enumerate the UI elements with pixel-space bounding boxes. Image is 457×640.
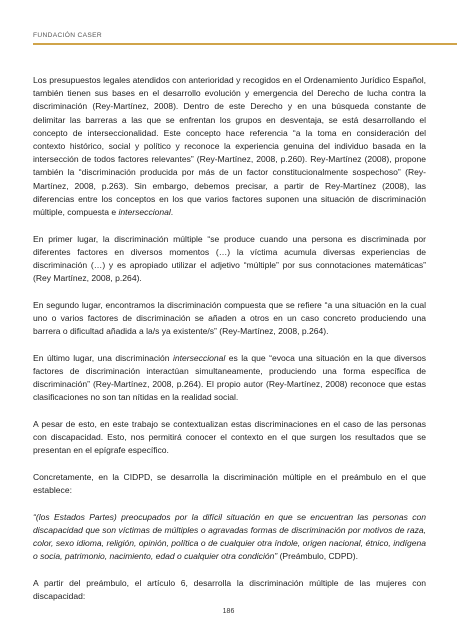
italic-text: “(los Estados Partes) preocupados por la difícil situación en que se encuentran las personas con discapacidad que son víctimas de múltiples o agravadas formas de discriminación por motivos de raza, color, sexo idioma, religión, opinión, política o de cualquier otra índole, origen nacional, étnico, indígena o socia, patrimonio, nacimiento, edad o cualquier otra condición” bbox=[33, 511, 426, 562]
paragraph bbox=[33, 233, 426, 286]
quote-paragraph bbox=[33, 511, 426, 564]
text-segment: En primer lugar, la discriminación múltiple “se produce cuando una persona es discriminada por diferentes factores en diversos momentos (…) la víctima acumula diversas experiencias de discriminación (…) y es apropiado utilizar el adjetivo “múltiple” por sus connotaciones matemáticas” (Rey Martínez, 2008, p.264). bbox=[33, 233, 426, 284]
text-segment: En último lugar, una discriminación bbox=[33, 352, 174, 363]
header-label: FUNDACIÓN CASER bbox=[33, 32, 102, 39]
text-segment: Concretamente, en la CIDPD, se desarrolla la discriminación múltiple en el preámbulo en el que establece: bbox=[33, 472, 426, 496]
page-header bbox=[0, 0, 457, 46]
body-text bbox=[33, 74, 426, 617]
paragraph bbox=[33, 299, 426, 339]
text-segment: es la que “evoca una situación en la que diversos factores de discriminación interactúan simultaneamente, produciendo una forma específica de discriminación” (Rey-Martínez, 2008, p.264). El propio autor (Rey-Martínez, 2008) reconoce que estas clasificaciones no son tan nítidas en la realidad social. bbox=[33, 352, 426, 403]
header-rule bbox=[33, 43, 457, 45]
text-segment: A partir del preámbulo, el artículo 6, desarrolla la discriminación múltiple de las mujeres con discapacidad: bbox=[33, 578, 426, 602]
paragraph bbox=[33, 471, 426, 497]
page-number: 186 bbox=[222, 608, 235, 615]
paragraph bbox=[33, 577, 426, 603]
paragraph bbox=[33, 74, 426, 219]
italic-text: interseccional bbox=[118, 207, 171, 218]
text-segment: . bbox=[170, 207, 174, 218]
paragraph bbox=[33, 418, 426, 458]
paragraph bbox=[33, 352, 426, 405]
text-segment: (Preámbulo, CDPD). bbox=[277, 551, 358, 562]
italic-text: interseccional bbox=[173, 352, 226, 363]
text-segment: A pesar de esto, en este trabajo se contextualizan estas discriminaciones en el caso de las personas con discapacidad. Esto, nos permitirá conocer el contexto en el que surgen los resultados que se presentan en el epígrafe específico. bbox=[33, 419, 426, 456]
text-segment: Los presupuestos legales atendidos con anterioridad y recogidos en el Ordenamiento Jurídico Español, también tienen sus bases en el desarrollo evolución y emergencia del Derecho de lucha contra la discriminación (Rey-Martínez, 2008). Dentro de este Derecho y en una búsqueda constante de delimitar las barreras a las que se enfrentan los grupos en desventaja, se está desarrollando el concepto de interseccionalidad. Este concepto hace referencia “a la toma en consideración del contexto histórico, social y político y reconoce la experiencia genuina del individuo basada en la intersección de todos factores relevantes” (Rey-Martínez, 2008, p.260). Rey-Martínez (2008), propone también la “discriminación producida por más de un factor constitucionalmente sospechoso” (Rey-Martínez, 2008, p.263). Sin embargo, debemos precisar, a partir de Rey-Martínez (2008), las diferencias entre los conceptos en los que varios factores suponen una situación de discriminación múltiple, compuesta e bbox=[33, 75, 426, 218]
text-segment: En segundo lugar, encontramos la discriminación compuesta que se refiere “a una situación en la cual uno o varios factores de discriminación se añaden a otros en un caso concreto produciendo una barrera o dificultad añadida a la/s ya existente/s” (Rey-Martínez, 2008, p.264). bbox=[33, 299, 426, 337]
